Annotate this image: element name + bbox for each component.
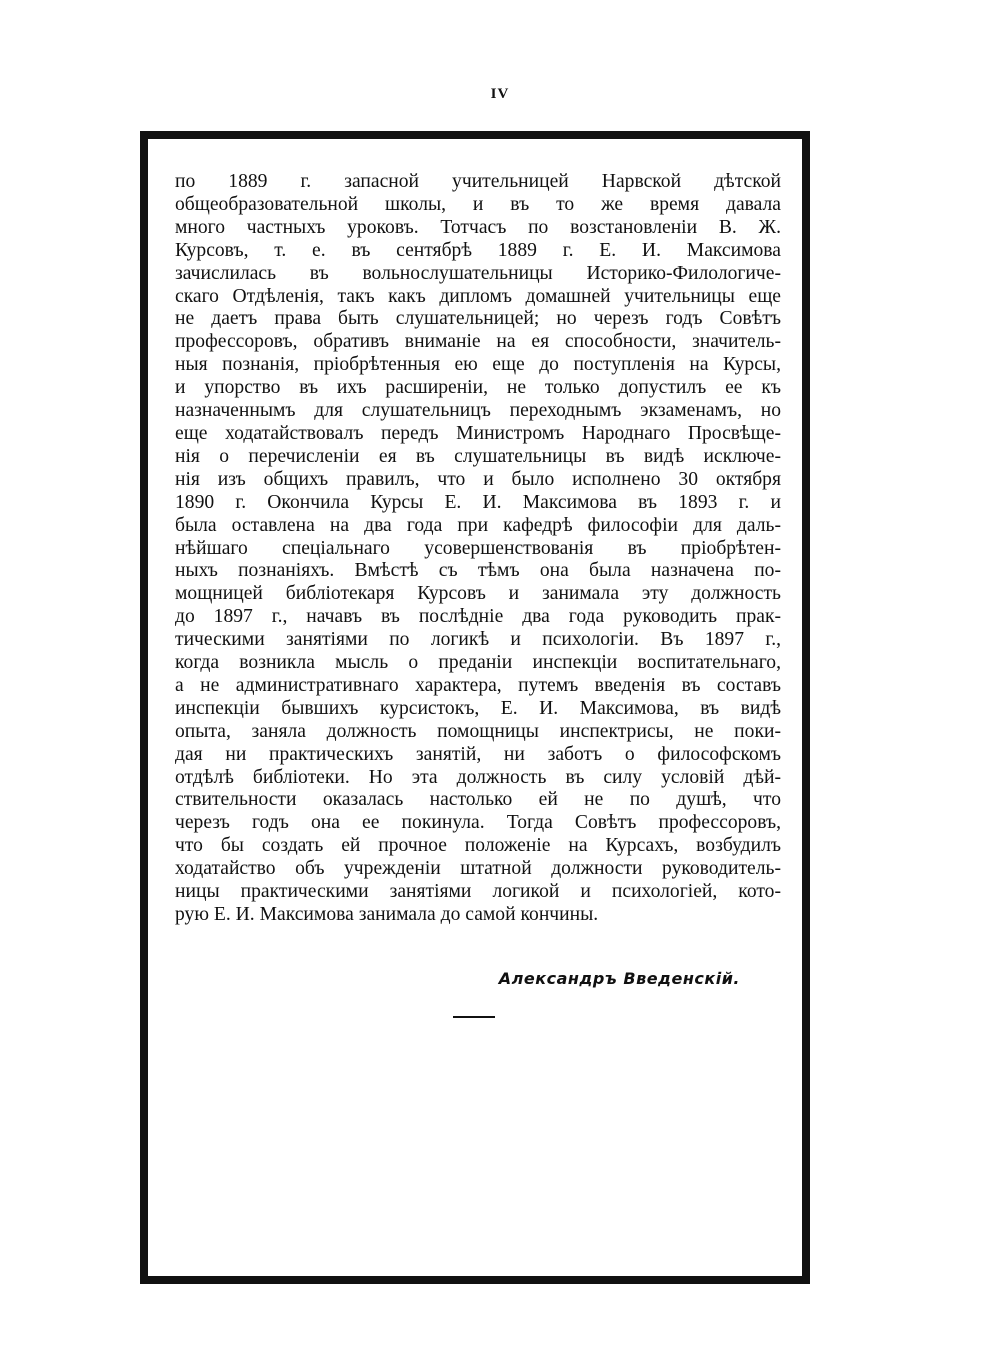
text-line: когда возникла мысль о преданіи инспекціи воспитательнаго, [175, 652, 781, 674]
text-line: инспекціи бывшихъ курсистокъ, Е. И. Максимова, въ видѣ [175, 697, 781, 719]
text-line: ницы практическими занятіями логикой и психологіей, кото- [175, 881, 781, 903]
text-line: ныя познанія, пріобрѣтенныя ею еще до поступленія на Курсы, [175, 354, 781, 376]
frame-edge-top [145, 131, 805, 136]
closing-rule [453, 1016, 495, 1018]
text-line: много частныхъ уроковъ. Тотчасъ по возстановленіи В. Ж. [175, 216, 781, 238]
text-line: дая ни практическихъ занятій, ни заботъ о философскомъ [175, 743, 781, 765]
text-line: Курсовъ, т. е. въ сентябрѣ 1889 г. Е. И. Максимова [175, 239, 781, 261]
text-line: не даетъ права быть слушательницей; но черезъ годъ Совѣтъ [175, 308, 781, 330]
text-line: 1890 г. Окончила Курсы Е. И. Максимова въ 1893 г. и [175, 491, 781, 513]
text-line: рую Е. И. Максимова занимала до самой кончины. [175, 904, 599, 925]
text-line: нія о перечисленіи ея въ слушательницы въ видѣ исключе- [175, 445, 781, 467]
page-number: IV [490, 86, 510, 102]
body-paragraph [175, 171, 781, 927]
frame-edge-right [805, 131, 810, 1284]
text-line: опыта, заняла должность помощницы инспектрисы, не поки- [175, 720, 781, 742]
text-line: черезъ годъ она ее покинула. Тогда Совѣтъ профессоровъ, [175, 812, 781, 834]
text-line: и упорство въ ихъ расширеніи, не только допустилъ ее къ [175, 377, 781, 399]
text-line: по 1889 г. запасной учительницей Нарвской дѣтской [175, 171, 781, 192]
text-line: нѣйшаго спеціальнаго усовершенствованія въ пріобрѣтен- [175, 537, 781, 559]
text-line: а не административнаго характера, путемъ введенія въ составъ [175, 674, 781, 696]
text-line: отдѣлѣ библіотеки. Но эта должность въ силу условій дѣй- [175, 766, 781, 788]
text-line: была оставлена на два года при кафедрѣ философіи для даль- [175, 514, 781, 536]
text-line: что бы создать ей прочное положеніе на Курсахъ, возбудилъ [175, 835, 781, 857]
text-line: зачислилась въ вольнослушательницы Историко-Филологиче- [175, 262, 781, 284]
text-line: ходатайство объ учрежденіи штатной должности руководитель- [175, 858, 781, 880]
text-line: назначеннымъ для слушательницъ переходнымъ экзаменамъ, но [175, 400, 781, 422]
text-line: общеобразовательной школы, и въ то же время давала [175, 193, 781, 215]
frame-edge-bottom [145, 1279, 805, 1284]
text-line: профессоровъ, обративъ вниманіе на ея способности, значитель- [175, 331, 781, 353]
author-signature: Александръ Введенскій. [498, 969, 740, 988]
text-line: ствительности оказалась настолько ей не по душѣ, что [175, 789, 781, 811]
text-line: нія изъ общихъ правилъ, что и было исполнено 30 октября [175, 468, 781, 490]
text-line: скаго Отдѣленія, такъ какъ дипломъ домашней учительницы еще [175, 285, 781, 307]
text-line: еще ходатайствовалъ передъ Министромъ Народнаго Просвѣще- [175, 422, 781, 444]
text-line: ныхъ познаніяхъ. Вмѣстѣ съ тѣмъ она была назначена по- [175, 560, 781, 582]
text-line: тическими занятіями по логикѣ и психологіи. Въ 1897 г., [175, 629, 781, 651]
text-line: до 1897 г., начавъ въ послѣдніе два года руководить прак- [175, 606, 781, 628]
frame-edge-left [140, 131, 145, 1284]
text-line: мощницей библіотекаря Курсовъ и занимала эту должность [175, 583, 781, 605]
